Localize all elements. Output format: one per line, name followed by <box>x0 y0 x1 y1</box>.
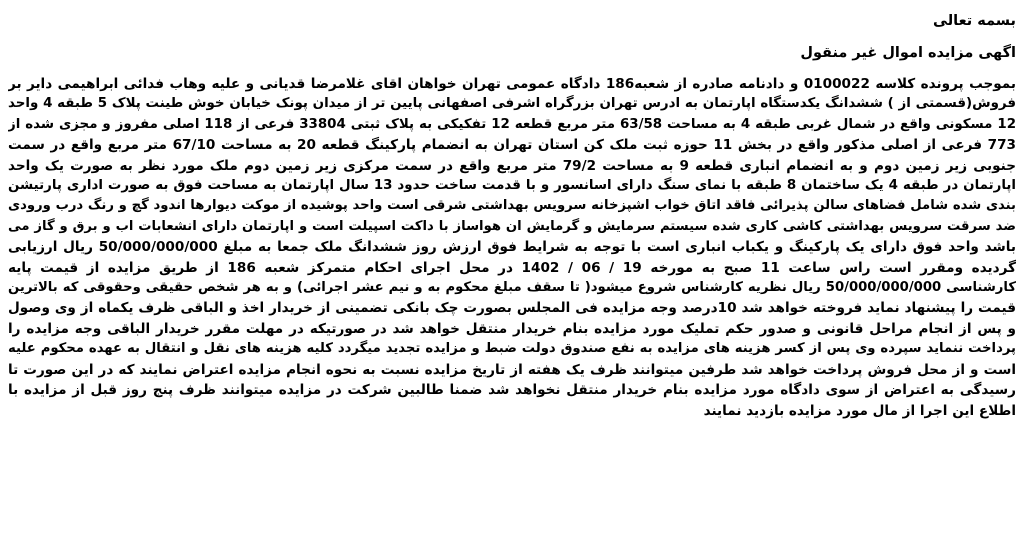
body-line: فروش(قسمتی از ) ششدانگ یکدستگاه اپارتمان به ادرس تهران بزرگراه اشرفی اصفهانی پایین تر از میدان پونک خیابان خوش طینت پلاک 5 طبقه 4 واحد <box>8 96 1016 112</box>
body-line: پرداخت ننماید سپرده وی پس از کسر هزینه های مزایده به نفع صندوق دولت ضبط و مزایده تجدید میگردد کلیه هزینه های نقل و انتقال به عهده محکوم علیه <box>8 341 1016 357</box>
body-line: و پس از انجام مراحل قانونی و صدور حکم تملیک مورد مزایده بنام خریدار منتقل خواهد شد در صورتیکه در مهلت مقرر خریدار الباقی وجه مزایده را <box>8 320 1016 337</box>
body-line-last: اطلاع این اجرا از مال مورد مزایده بازدید نمایند <box>703 402 1016 419</box>
body-line: گردیده ومقرر است راس ساعت 11 صبح به مورخه 19 / 06 / 1402 در محل اجرای احکام متمرکز شعبه 186 از طریق مزایده از قیمت پایه <box>8 259 1016 276</box>
body-line: بموجب پرونده کلاسه 0100022 و دادنامه صادره از شعبه186 دادگاه عمومی تهران خواهان اقای غلامرضا قدیانی و علیه وهاب فدائی ابراهیمی دایر بر <box>8 76 1016 92</box>
body-line: جنوبی زیر زمین دوم و به انضمام انباری قطعه 9 به مساحت 79/2 متر مربع واقع در سمت مرکزی زیر زمین دوم ملک مورد نظر به صورت یک واحد <box>8 157 1016 174</box>
page-title: اگهی مزایده اموال غیر منقول <box>800 45 1016 61</box>
body-line: 773 فرعی از اصلی مذکور واقع در بخش 11 حوزه ثبت ملک کن استان تهران به انضمام پارکینگ قطعه 20 به مساحت 67/10 متر مربع واقع در سمت <box>8 137 1016 154</box>
body-line: باشد واحد فوق دارای یک پارکینگ و یکباب انباری است با توجه به شرایط فوق ارزش روز ششدانگ ملک جمعا به مبلغ 50/000/000/000 ریال ارزیابی <box>8 239 1016 256</box>
body-line: قیمت را پیشنهاد نماید فروخته خواهد شد 10درصد وجه مزایده فی المجلس بصورت چک بانکی تضمینی از خریدار اخذ و الباقی ظرف یکماه از وی وصول <box>8 300 1016 317</box>
announcement-body <box>8 74 1016 421</box>
body-line: کارشناسی 50/000/000/000 ریال نظریه کارشناس شروع میشود( تا سقف مبلغ محکوم به و نیم عشر اجرائی) و به هر شخص حقیقی وحقوقی که بالاترین <box>8 280 1016 296</box>
body-line: ضد سرقت سرویس بهداشتی کاشی کاری شده سیستم سرمایش و گرمایش ان هواساز با داکت اسپیلت است و اپارتمان دارای انشعابات اب و برق و گاز می <box>8 218 1016 234</box>
invocation-heading: بسمه تعالی <box>933 13 1016 29</box>
body-line: اپارتمان در طبقه 4 یک ساختمان 8 طبقه با نمای سنگ دارای اسانسور و با قدمت ساخت حدود 13 سال اپارتمان به مساحت فوق به صورت اداری پارتیشن <box>8 178 1016 194</box>
body-line: 12 مسکونی واقع در شمال غربی طبقه 4 به مساحت 63/58 متر مربع قطعه 12 تفکیکی به پلاک ثبتی 33804 فرعی از 118 اصلی مفروز و مجزی شده از <box>8 116 1016 132</box>
body-line: رسیدگی به اعتراض از سوی دادگاه مورد مزایده بنام خریدار منتقل نخواهد شد ضمنا طالبین شرکت در مزایده میتوانند ظرف پنج روز قبل از مزایده با <box>8 382 1016 399</box>
body-line: بندی شده شامل فضاهای سالن پذیرائی فاقد اتاق خواب اشپزخانه سرویس بهداشتی شرقی است واحد پوشیده از موکت دیوارها اندود گچ و رنگ درب ورودی <box>8 198 1016 214</box>
body-line: است و از محل فروش پرداخت خواهد شد طرفین میتوانند ظرف یک هفته از تاریخ مزایده نسبت به نحوه انجام مزایده اعتراض نمایند که در این صورت تا <box>8 361 1016 378</box>
